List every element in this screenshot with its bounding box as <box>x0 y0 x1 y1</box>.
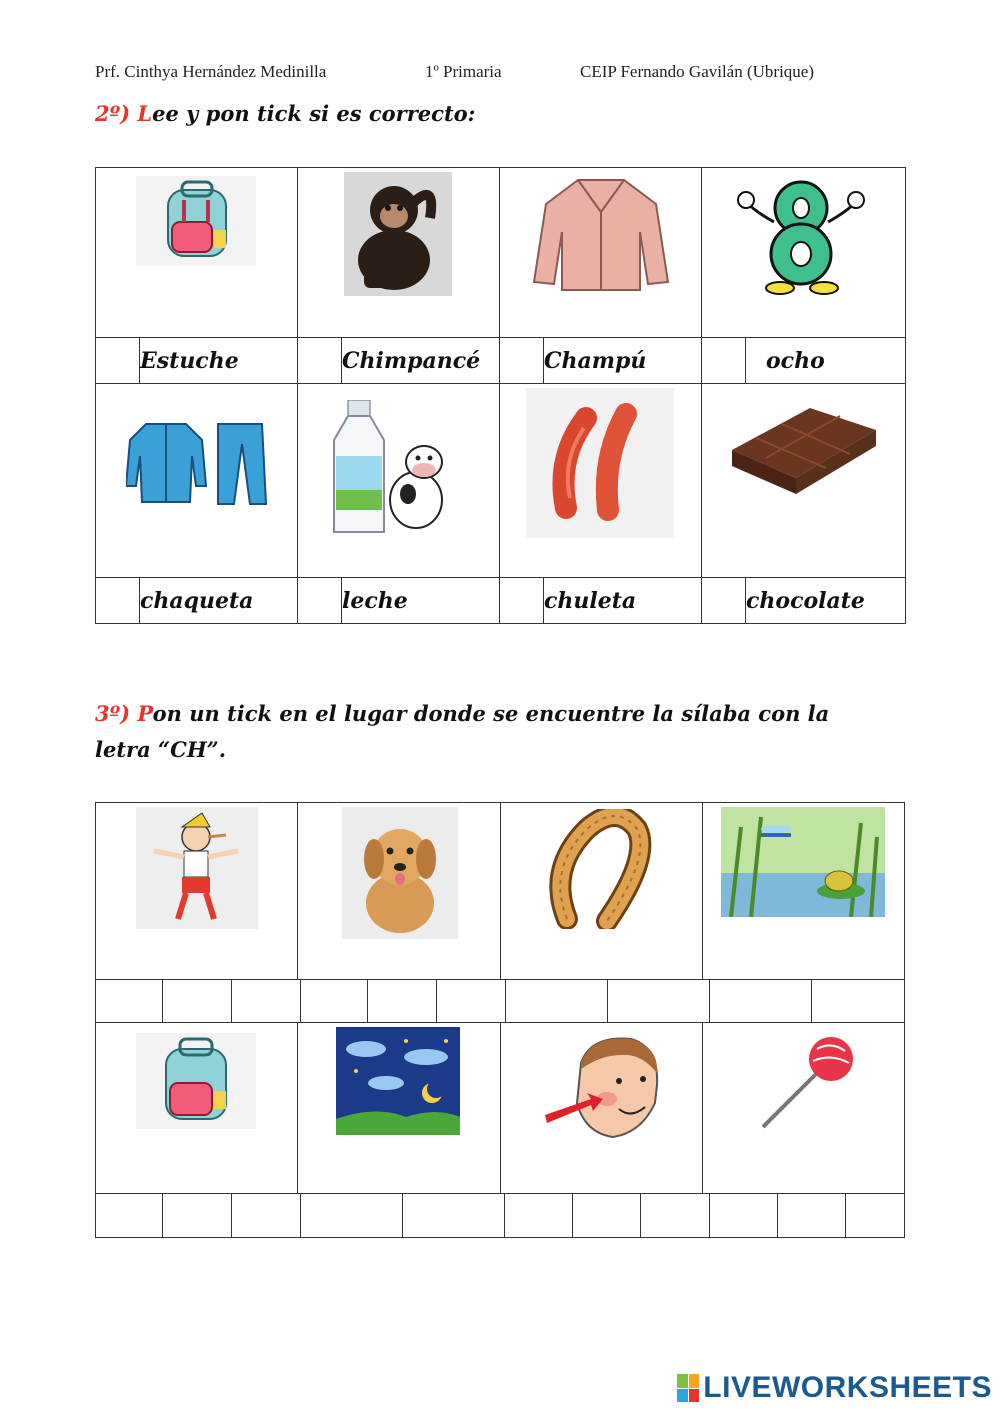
picture-cell <box>501 803 703 979</box>
syllable-box[interactable] <box>846 1194 904 1237</box>
puppy-icon <box>342 807 458 939</box>
word-leche: leche <box>342 578 500 624</box>
picture-cell <box>298 1023 500 1193</box>
picture-cell <box>298 168 500 338</box>
syllable-box[interactable] <box>96 980 163 1022</box>
word-chaqueta: chaqueta <box>140 578 298 624</box>
picture-cell <box>500 384 702 578</box>
syllable-box[interactable] <box>403 1194 505 1237</box>
exercise3-number: 3º) <box>95 701 131 726</box>
picture-cell <box>96 1023 298 1193</box>
exercise3-instruction <box>95 696 829 768</box>
syllable-box[interactable] <box>163 1194 232 1237</box>
tick-box[interactable] <box>96 338 140 384</box>
picture-cell <box>703 1023 904 1193</box>
exercise2-first-letter: L <box>137 101 153 126</box>
syllable-box[interactable] <box>608 980 710 1022</box>
exercise3-text-line1: on un tick en el lugar donde se encuentre la sílaba con la <box>152 701 830 726</box>
number-eight-character-icon <box>736 172 866 296</box>
word-chimpance: Chimpancé <box>342 338 500 384</box>
exercise3-first-letter: P <box>137 701 153 726</box>
tick-box[interactable] <box>702 338 746 384</box>
churro-icon <box>547 809 657 929</box>
picture-cell <box>501 1023 703 1193</box>
milk-bottle-cow-icon <box>324 400 454 538</box>
syllable-box[interactable] <box>710 1194 778 1237</box>
liveworksheets-logo-text: LIVEWORKSHEETS <box>703 1371 992 1404</box>
syllable-box[interactable] <box>778 1194 846 1237</box>
picture-cell <box>703 803 904 979</box>
school-name: CEIP Fernando Gavilán (Ubrique) <box>580 62 815 81</box>
picture-cell <box>96 384 298 578</box>
exercise3-text-line2: letra “CH”. <box>95 737 227 762</box>
syllable-box[interactable] <box>163 980 232 1022</box>
pinocchio-icon <box>136 807 258 929</box>
picture-cell <box>702 384 906 578</box>
exercise3-grid <box>95 802 905 1238</box>
syllable-box[interactable] <box>812 980 904 1022</box>
syllable-box[interactable] <box>710 980 812 1022</box>
picture-cell <box>298 384 500 578</box>
picture-cell <box>500 168 702 338</box>
tick-box[interactable] <box>702 578 746 624</box>
chimpanzee-icon <box>344 172 452 296</box>
word-chuleta: chuleta <box>544 578 702 624</box>
syllable-box[interactable] <box>505 1194 573 1237</box>
liveworksheets-logo <box>677 1371 992 1405</box>
tick-box[interactable] <box>96 578 140 624</box>
picture-cell <box>96 168 298 338</box>
backpack-icon <box>136 1033 256 1129</box>
syllable-box[interactable] <box>573 1194 641 1237</box>
syllable-box[interactable] <box>368 980 437 1022</box>
tracksuit-icon <box>126 420 270 506</box>
syllable-box[interactable] <box>641 1194 710 1237</box>
teacher-name: Prf. Cinthya Hernández Medinilla <box>95 62 327 81</box>
liveworksheets-logo-icon <box>677 1374 699 1402</box>
syllable-box[interactable] <box>506 980 608 1022</box>
chocolate-bar-icon <box>726 398 878 496</box>
syllable-box[interactable] <box>96 1194 163 1237</box>
exercise2-instruction <box>95 96 475 132</box>
word-ocho: ocho <box>746 338 906 384</box>
syllable-box[interactable] <box>437 980 506 1022</box>
tick-box[interactable] <box>298 578 342 624</box>
grade-label: 1º Primaria <box>425 62 502 81</box>
night-sky-icon <box>336 1027 460 1135</box>
exercise2-text: ee y pon tick si es correcto: <box>152 101 476 126</box>
exercise2-number: 2º) <box>95 101 131 126</box>
picture-cell <box>298 803 500 979</box>
jacket-icon <box>528 172 674 296</box>
picture-cell <box>702 168 906 338</box>
word-estuche: Estuche <box>140 338 298 384</box>
tick-box[interactable] <box>500 338 544 384</box>
sausages-icon <box>526 388 674 538</box>
exercise2-grid <box>95 167 906 624</box>
lollipop-icon <box>753 1033 863 1133</box>
pond-dragonfly-frog-icon <box>721 807 885 917</box>
tick-box[interactable] <box>298 338 342 384</box>
syllable-box[interactable] <box>232 1194 301 1237</box>
syllable-box[interactable] <box>301 980 368 1022</box>
syllable-box[interactable] <box>301 1194 403 1237</box>
word-champu: Champú <box>544 338 702 384</box>
backpack-icon <box>136 176 256 266</box>
cheek-face-icon <box>541 1033 671 1145</box>
picture-cell <box>96 803 298 979</box>
tick-box[interactable] <box>500 578 544 624</box>
word-chocolate: chocolate <box>746 578 906 624</box>
syllable-box[interactable] <box>232 980 301 1022</box>
